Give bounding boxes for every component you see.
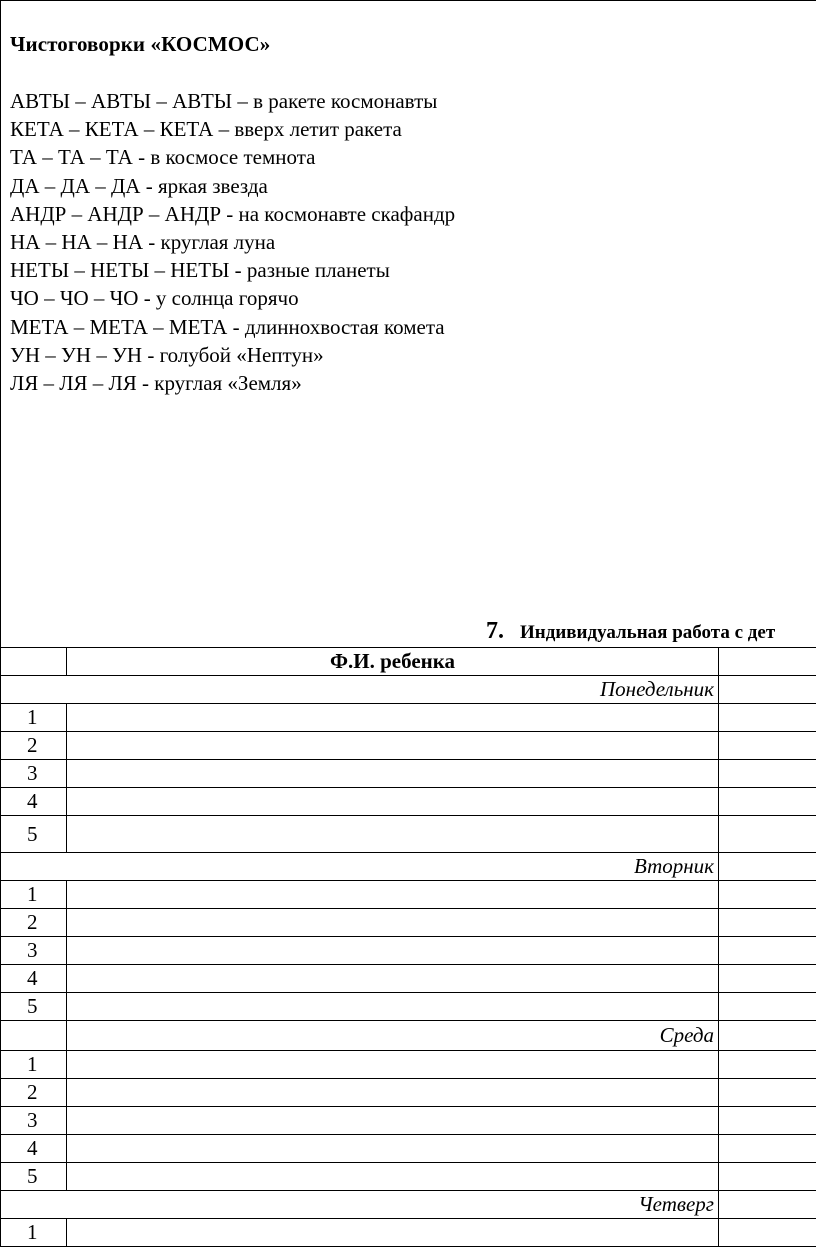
name-cell[interactable]: [67, 1163, 719, 1191]
tongue-twister-line: НЕТЫ – НЕТЫ – НЕТЫ - разные планеты: [10, 258, 390, 283]
name-cell[interactable]: [67, 1079, 719, 1107]
name-cell[interactable]: [67, 1219, 719, 1247]
table-cell[interactable]: [719, 1135, 816, 1163]
name-cell[interactable]: [67, 881, 719, 909]
row-number: 5: [1, 816, 67, 853]
table-cell[interactable]: [719, 760, 816, 788]
tongue-twister-line: КЕТА – КЕТА – КЕТА – вверх летит ракета: [10, 117, 402, 142]
table-row: [1, 1107, 816, 1135]
tongue-twister-line: МЕТА – МЕТА – МЕТА - длиннохвостая комета: [10, 314, 445, 339]
table-row: [1, 1219, 816, 1247]
table-cell[interactable]: [719, 1163, 816, 1191]
table-row: [1, 993, 816, 1021]
individual-work-table: [0, 647, 816, 1247]
section-title: Индивидуальная работа с дет: [520, 622, 776, 643]
day-label-monday: Понедельник: [1, 676, 719, 704]
table-row: [1, 909, 816, 937]
table-cell[interactable]: [719, 965, 816, 993]
table-row: [1, 760, 816, 788]
name-cell[interactable]: [67, 1135, 719, 1163]
table-cell[interactable]: [719, 1219, 816, 1247]
row-number: 3: [1, 937, 67, 965]
day-row-thursday: [1, 1191, 816, 1219]
name-cell[interactable]: [67, 704, 719, 732]
section-heading: [486, 618, 775, 645]
day-row-tuesday: [1, 853, 816, 881]
row-number: 2: [1, 1079, 67, 1107]
row-number: 3: [1, 760, 67, 788]
tongue-twister-line: ЧО – ЧО – ЧО - у солнца горячо: [10, 286, 299, 311]
name-cell[interactable]: [67, 788, 719, 816]
section-number: 7.: [486, 618, 504, 644]
name-cell[interactable]: [67, 732, 719, 760]
row-number: 4: [1, 1135, 67, 1163]
name-cell[interactable]: [67, 816, 719, 853]
table-cell[interactable]: [719, 732, 816, 760]
row-number: 4: [1, 965, 67, 993]
page-title: Чистоговорки «КОСМОС»: [10, 32, 271, 56]
column-header-child-name: Ф.И. ребенка: [67, 648, 719, 676]
day-row-wednesday: [1, 1021, 816, 1051]
row-number: 5: [1, 993, 67, 1021]
table-row: [1, 1079, 816, 1107]
tongue-twister-line: АНДР – АНДР – АНДР - на космонавте скафандр: [10, 201, 456, 226]
page-top-border: [0, 0, 816, 1]
table-cell[interactable]: [719, 937, 816, 965]
row-number: 3: [1, 1107, 67, 1135]
page-left-border: [0, 0, 1, 648]
table-cell: [719, 676, 816, 704]
row-number: 1: [1, 704, 67, 732]
tongue-twister-list: [10, 87, 455, 397]
table-row: [1, 788, 816, 816]
table-row: [1, 704, 816, 732]
table-row: [1, 732, 816, 760]
table-row: [1, 816, 816, 853]
name-cell[interactable]: [67, 760, 719, 788]
table-cell[interactable]: [719, 816, 816, 853]
name-cell[interactable]: [67, 937, 719, 965]
day-row-monday: [1, 676, 816, 704]
tongue-twister-line: ДА – ДА – ДА - яркая звезда: [10, 173, 268, 198]
table-row: [1, 881, 816, 909]
name-cell[interactable]: [67, 1051, 719, 1079]
table-cell[interactable]: [719, 704, 816, 732]
tongue-twister-line: УН – УН – УН - голубой «Нептун»: [10, 342, 324, 367]
row-number: 1: [1, 1219, 67, 1247]
table-cell: [719, 853, 816, 881]
day-label-thursday: Четверг: [1, 1191, 719, 1219]
table-row: [1, 1135, 816, 1163]
tongue-twister-line: ЛЯ – ЛЯ – ЛЯ - круглая «Земля»: [10, 371, 302, 396]
tongue-twister-line: АВТЫ – АВТЫ – АВТЫ – в ракете космонавты: [10, 89, 438, 113]
table-cell[interactable]: [719, 881, 816, 909]
table-cell[interactable]: [719, 788, 816, 816]
row-number: 1: [1, 1051, 67, 1079]
tongue-twister-line: ТА – ТА – ТА - в космосе темнота: [10, 145, 316, 170]
table-header-row: [1, 648, 816, 676]
day-label-tuesday: Вторник: [1, 853, 719, 881]
table-cell[interactable]: [719, 993, 816, 1021]
table-row: [1, 1163, 816, 1191]
table-cell[interactable]: [719, 1079, 816, 1107]
table-cell[interactable]: [719, 909, 816, 937]
day-label-wednesday: Среда: [67, 1021, 719, 1051]
table-cell[interactable]: [719, 1051, 816, 1079]
table-cell[interactable]: [719, 1107, 816, 1135]
name-cell[interactable]: [67, 965, 719, 993]
name-cell[interactable]: [67, 909, 719, 937]
name-cell[interactable]: [67, 1107, 719, 1135]
row-number: 5: [1, 1163, 67, 1191]
table-cell: [719, 1191, 816, 1219]
tongue-twister-line: НА – НА – НА - круглая луна: [10, 230, 276, 255]
table-cell: [1, 1021, 67, 1051]
table-cell: [1, 648, 67, 676]
table-row: [1, 1051, 816, 1079]
table-cell: [719, 1021, 816, 1051]
row-number: 2: [1, 909, 67, 937]
row-number: 1: [1, 881, 67, 909]
row-number: 2: [1, 732, 67, 760]
name-cell[interactable]: [67, 993, 719, 1021]
table-row: [1, 965, 816, 993]
table-cell: [719, 648, 816, 676]
row-number: 4: [1, 788, 67, 816]
table-row: [1, 937, 816, 965]
